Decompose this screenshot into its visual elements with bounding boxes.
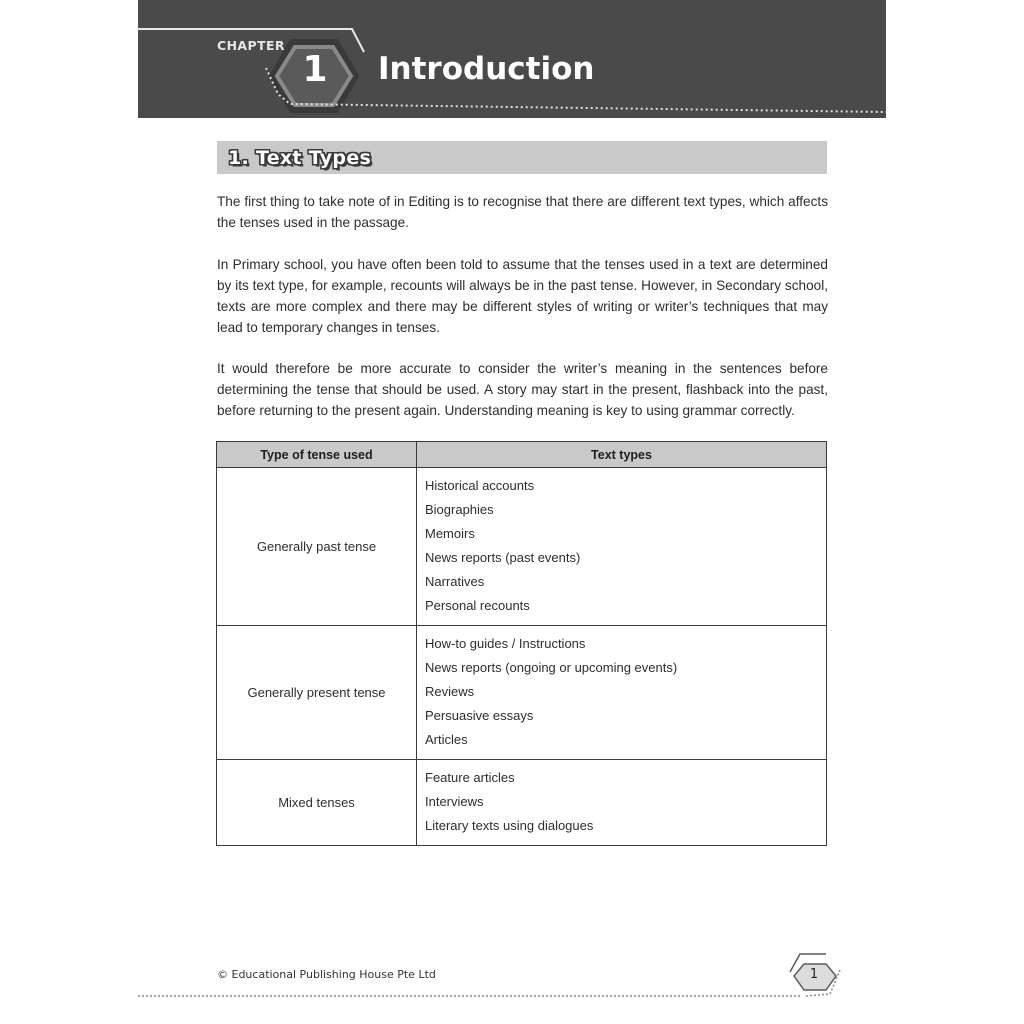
list-item: Narratives (425, 574, 485, 589)
list-item: Feature articles (425, 770, 515, 785)
tense-text-type-table (216, 441, 827, 846)
footer-copyright: © Educational Publishing House Pte Ltd (217, 968, 436, 981)
text-types-cell (417, 468, 827, 626)
table-row (217, 468, 827, 626)
chapter-title: Introduction (378, 51, 595, 87)
tense-cell: Mixed tenses (217, 760, 417, 846)
tense-cell: Generally present tense (217, 626, 417, 760)
table-header-tense: Type of tense used (217, 442, 417, 468)
table-row (217, 760, 827, 846)
table-header-row (217, 442, 827, 468)
tense-cell: Generally past tense (217, 468, 417, 626)
list-item: Literary texts using dialogues (425, 818, 594, 833)
text-types-cell (417, 626, 827, 760)
text-types-list (425, 766, 826, 838)
text-types-cell (417, 760, 827, 846)
list-item: How-to guides / Instructions (425, 636, 586, 651)
list-item: Memoirs (425, 526, 475, 541)
section-heading: 1. Text Types (228, 147, 372, 169)
body-paragraph: The first thing to take note of in Editing is to recognise that there are different text types, which affects the tenses used in the passage. (217, 194, 828, 230)
list-item: News reports (past events) (425, 550, 581, 565)
table-row (217, 626, 827, 760)
list-item: Persuasive essays (425, 708, 534, 723)
body-paragraph: In Primary school, you have often been told to assume that the tenses used in a text are determined by its text type, for example, recounts will always be in the past tense. However, in Secondary school, texts are more complex and there may be different styles of writing or writer’s techniques that may lead to temporary changes in tenses. (217, 257, 828, 335)
text-types-list (425, 632, 826, 752)
list-item: Articles (425, 732, 468, 747)
list-item: Reviews (425, 684, 475, 699)
list-item: Historical accounts (425, 478, 535, 493)
text-types-list (425, 474, 826, 618)
page-number: 1 (809, 967, 819, 982)
footer-page-hexagon-decoration (0, 940, 1024, 1010)
table-header-text-types: Text types (417, 442, 827, 468)
body-paragraph: It would therefore be more accurate to consider the writer’s meaning in the sentences before determining the tense that should be used. A story may start in the present, flashback into the past, before returning to the present again. Understanding meaning is key to using grammar correctly. (217, 361, 828, 418)
chapter-number: 1 (302, 49, 328, 90)
list-item: News reports (ongoing or upcoming events) (425, 660, 678, 675)
list-item: Biographies (425, 502, 494, 517)
list-item: Interviews (425, 794, 484, 809)
list-item: Personal recounts (425, 598, 530, 613)
chapter-label: CHAPTER (217, 38, 285, 53)
